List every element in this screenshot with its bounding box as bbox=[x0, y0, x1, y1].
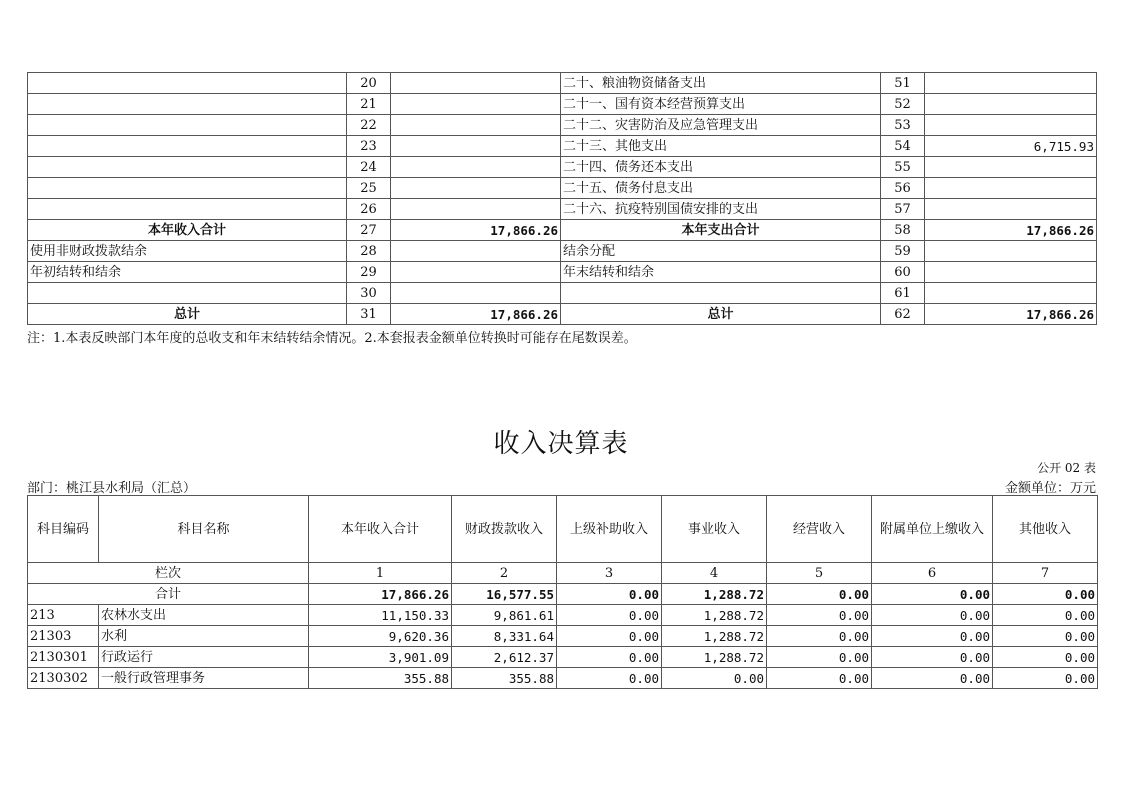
summary-left-line-no: 25 bbox=[347, 178, 391, 199]
summary-left-label bbox=[28, 199, 347, 220]
table-code: 公开 02 表 bbox=[1037, 461, 1096, 475]
column-number: 1 bbox=[309, 563, 452, 584]
summary-right-amount bbox=[925, 199, 1097, 220]
header-cell: 事业收入 bbox=[662, 496, 767, 563]
subject-code: 2130301 bbox=[28, 647, 99, 668]
amount-cell: 0.00 bbox=[872, 605, 993, 626]
summary-right-label: 本年支出合计 bbox=[561, 220, 881, 241]
amount-cell: 0.00 bbox=[872, 668, 993, 689]
summary-left-line-no: 22 bbox=[347, 115, 391, 136]
column-index-row bbox=[28, 563, 1098, 584]
summary-right-label: 二十二、灾害防治及应急管理支出 bbox=[561, 115, 881, 136]
summary-right-line-no: 57 bbox=[881, 199, 925, 220]
summary-left-line-no: 23 bbox=[347, 136, 391, 157]
amount-cell: 11,150.33 bbox=[309, 605, 452, 626]
amount-cell: 8,331.64 bbox=[452, 626, 557, 647]
subject-name: 行政运行 bbox=[99, 647, 309, 668]
header-cell: 附属单位上缴收入 bbox=[872, 496, 993, 563]
summary-left-amount bbox=[391, 157, 561, 178]
summary-right-label: 总计 bbox=[561, 304, 881, 325]
amount-cell: 0.00 bbox=[767, 626, 872, 647]
amount-cell: 0.00 bbox=[767, 647, 872, 668]
summary-row bbox=[28, 115, 1097, 136]
summary-left-label: 使用非财政拨款结余 bbox=[28, 241, 347, 262]
summary-left-amount bbox=[391, 199, 561, 220]
summary-right-label: 二十六、抗疫特别国债安排的支出 bbox=[561, 199, 881, 220]
amount-cell: 0.00 bbox=[872, 647, 993, 668]
amount-cell: 2,612.37 bbox=[452, 647, 557, 668]
summary-right-amount: 6,715.93 bbox=[925, 136, 1097, 157]
amount-cell: 9,861.61 bbox=[452, 605, 557, 626]
amount-cell: 0.00 bbox=[872, 626, 993, 647]
column-number: 7 bbox=[993, 563, 1098, 584]
summary-right-label: 结余分配 bbox=[561, 241, 881, 262]
amount-cell: 9,620.36 bbox=[309, 626, 452, 647]
summary-right-line-no: 53 bbox=[881, 115, 925, 136]
amount-cell: 0.00 bbox=[993, 626, 1098, 647]
amount-unit-label: 金额单位：万元 bbox=[1004, 481, 1096, 496]
header-cell: 本年收入合计 bbox=[309, 496, 452, 563]
total-label: 合计 bbox=[28, 584, 309, 605]
amount-cell: 0.00 bbox=[993, 668, 1098, 689]
header-cell: 科目名称 bbox=[99, 496, 309, 563]
column-number: 6 bbox=[872, 563, 993, 584]
summary-right-amount bbox=[925, 241, 1097, 262]
summary-left-amount bbox=[391, 178, 561, 199]
total-value: 0.00 bbox=[557, 584, 662, 605]
summary-left-line-no: 21 bbox=[347, 94, 391, 115]
subject-name: 农林水支出 bbox=[99, 605, 309, 626]
summary-right-line-no: 59 bbox=[881, 241, 925, 262]
summary-right-label: 二十五、债务付息支出 bbox=[561, 178, 881, 199]
column-number: 3 bbox=[557, 563, 662, 584]
total-value: 0.00 bbox=[993, 584, 1098, 605]
summary-right-amount bbox=[925, 115, 1097, 136]
summary-right-label: 二十四、债务还本支出 bbox=[561, 157, 881, 178]
summary-left-label bbox=[28, 136, 347, 157]
header-cell: 其他收入 bbox=[993, 496, 1098, 563]
summary-left-amount bbox=[391, 115, 561, 136]
department-label: 部门：桃江县水利局（汇总） bbox=[27, 481, 197, 496]
amount-cell: 1,288.72 bbox=[662, 605, 767, 626]
summary-right-label: 二十、粮油物资储备支出 bbox=[561, 73, 881, 94]
summary-left-label: 年初结转和结余 bbox=[28, 262, 347, 283]
summary-left-label: 本年收入合计 bbox=[28, 220, 347, 241]
summary-right-line-no: 62 bbox=[881, 304, 925, 325]
total-value: 17,866.26 bbox=[309, 584, 452, 605]
total-row bbox=[28, 584, 1098, 605]
amount-cell: 3,901.09 bbox=[309, 647, 452, 668]
header-cell: 上级补助收入 bbox=[557, 496, 662, 563]
amount-cell: 0.00 bbox=[557, 668, 662, 689]
summary-right-line-no: 60 bbox=[881, 262, 925, 283]
amount-cell: 0.00 bbox=[557, 626, 662, 647]
summary-row bbox=[28, 220, 1097, 241]
table-row bbox=[28, 626, 1098, 647]
summary-right-amount bbox=[925, 94, 1097, 115]
summary-left-label bbox=[28, 178, 347, 199]
summary-right-line-no: 52 bbox=[881, 94, 925, 115]
summary-right-label: 年末结转和结余 bbox=[561, 262, 881, 283]
summary-left-label bbox=[28, 94, 347, 115]
summary-right-amount bbox=[925, 157, 1097, 178]
summary-left-line-no: 26 bbox=[347, 199, 391, 220]
summary-right-line-no: 54 bbox=[881, 136, 925, 157]
summary-left-amount: 17,866.26 bbox=[391, 220, 561, 241]
amount-cell: 1,288.72 bbox=[662, 626, 767, 647]
page-title: 收入决算表 bbox=[493, 429, 629, 459]
summary-left-line-no: 24 bbox=[347, 157, 391, 178]
header-cell: 科目编码 bbox=[28, 496, 99, 563]
summary-left-label bbox=[28, 115, 347, 136]
header-cell: 经营收入 bbox=[767, 496, 872, 563]
summary-right-amount bbox=[925, 283, 1097, 304]
summary-left-line-no: 30 bbox=[347, 283, 391, 304]
total-value: 16,577.55 bbox=[452, 584, 557, 605]
summary-row bbox=[28, 73, 1097, 94]
amount-cell: 0.00 bbox=[767, 605, 872, 626]
summary-left-amount bbox=[391, 241, 561, 262]
summary-table-body bbox=[28, 73, 1097, 325]
subject-code: 213 bbox=[28, 605, 99, 626]
summary-left-amount bbox=[391, 262, 561, 283]
summary-left-label bbox=[28, 73, 347, 94]
table-row bbox=[28, 605, 1098, 626]
subject-code: 2130302 bbox=[28, 668, 99, 689]
amount-cell: 0.00 bbox=[767, 668, 872, 689]
summary-row bbox=[28, 157, 1097, 178]
header-cell: 财政拨款收入 bbox=[452, 496, 557, 563]
summary-left-label: 总计 bbox=[28, 304, 347, 325]
summary-left-amount bbox=[391, 73, 561, 94]
summary-left-label bbox=[28, 283, 347, 304]
subject-name: 水利 bbox=[99, 626, 309, 647]
summary-table bbox=[27, 72, 1097, 325]
summary-left-amount bbox=[391, 136, 561, 157]
summary-right-line-no: 61 bbox=[881, 283, 925, 304]
summary-right-label: 二十一、国有资本经营预算支出 bbox=[561, 94, 881, 115]
summary-row bbox=[28, 136, 1097, 157]
summary-right-line-no: 58 bbox=[881, 220, 925, 241]
total-value: 0.00 bbox=[872, 584, 993, 605]
subject-name: 一般行政管理事务 bbox=[99, 668, 309, 689]
summary-row bbox=[28, 304, 1097, 325]
summary-right-line-no: 55 bbox=[881, 157, 925, 178]
summary-right-amount bbox=[925, 262, 1097, 283]
table-row bbox=[28, 647, 1098, 668]
summary-right-amount bbox=[925, 73, 1097, 94]
column-number: 5 bbox=[767, 563, 872, 584]
summary-right-amount: 17,866.26 bbox=[925, 220, 1097, 241]
income-table-body bbox=[28, 605, 1098, 689]
summary-left-line-no: 29 bbox=[347, 262, 391, 283]
income-header-row bbox=[28, 496, 1098, 563]
column-number: 4 bbox=[662, 563, 767, 584]
summary-row bbox=[28, 241, 1097, 262]
summary-row bbox=[28, 178, 1097, 199]
summary-right-label: 二十三、其他支出 bbox=[561, 136, 881, 157]
summary-note: 注：1.本表反映部门本年度的总收支和年末结转结余情况。2.本套报表金额单位转换时可能存在尾数误差。 bbox=[27, 331, 637, 346]
summary-right-label bbox=[561, 283, 881, 304]
summary-left-line-no: 20 bbox=[347, 73, 391, 94]
amount-cell: 0.00 bbox=[993, 605, 1098, 626]
amount-cell: 0.00 bbox=[993, 647, 1098, 668]
summary-right-amount: 17,866.26 bbox=[925, 304, 1097, 325]
summary-right-amount bbox=[925, 178, 1097, 199]
summary-left-line-no: 27 bbox=[347, 220, 391, 241]
summary-left-line-no: 31 bbox=[347, 304, 391, 325]
total-value: 1,288.72 bbox=[662, 584, 767, 605]
table-row bbox=[28, 668, 1098, 689]
summary-left-label bbox=[28, 157, 347, 178]
column-index-label: 栏次 bbox=[28, 563, 309, 584]
amount-cell: 355.88 bbox=[452, 668, 557, 689]
amount-cell: 0.00 bbox=[557, 647, 662, 668]
summary-row bbox=[28, 262, 1097, 283]
amount-cell: 1,288.72 bbox=[662, 647, 767, 668]
summary-right-line-no: 56 bbox=[881, 178, 925, 199]
summary-left-line-no: 28 bbox=[347, 241, 391, 262]
summary-row bbox=[28, 283, 1097, 304]
summary-left-amount bbox=[391, 94, 561, 115]
total-value: 0.00 bbox=[767, 584, 872, 605]
summary-row bbox=[28, 199, 1097, 220]
summary-row bbox=[28, 94, 1097, 115]
amount-cell: 0.00 bbox=[557, 605, 662, 626]
amount-cell: 355.88 bbox=[309, 668, 452, 689]
income-table bbox=[27, 495, 1098, 689]
subject-code: 21303 bbox=[28, 626, 99, 647]
summary-left-amount: 17,866.26 bbox=[391, 304, 561, 325]
column-number: 2 bbox=[452, 563, 557, 584]
summary-right-line-no: 51 bbox=[881, 73, 925, 94]
amount-cell: 0.00 bbox=[662, 668, 767, 689]
summary-left-amount bbox=[391, 283, 561, 304]
